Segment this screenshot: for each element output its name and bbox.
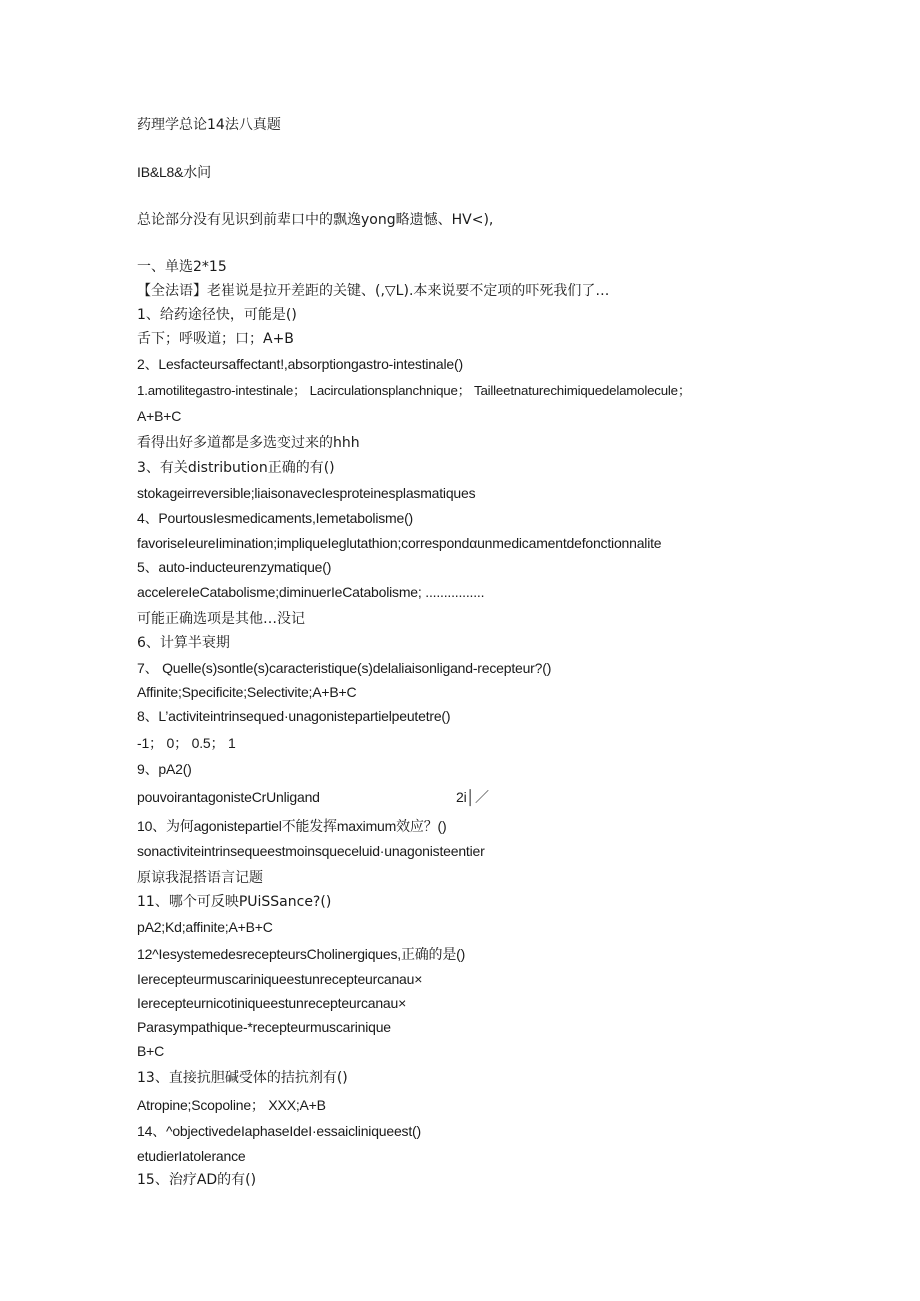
question-5: 5、auto-inducteurenzymatique() [137, 559, 332, 575]
answer-10: sonactiviteintrinsequeestmoinsqueceluid·unagonisteentier [137, 843, 485, 859]
question-8: 8、L’activiteintrinsequed·unagonistepartielpeutetre() [137, 708, 451, 724]
margin-mark: 2i│／ [456, 789, 489, 805]
answer-11: pA2;Kd;affinite;A+B+C [137, 919, 273, 935]
answer-4: favoriseIeureIimination;impliqueIeglutathion;correspondαunmedicamentdefonctionnalite [137, 535, 662, 551]
answer-12-line-1: Ierecepteurmuscariniqueestunrecepteurcanau× [137, 971, 423, 987]
question-14: 14、^objectivedeIaphaseIdeI·essaicliniqueest() [137, 1123, 421, 1139]
answer-12-line-3: Parasympathique-*recepteurmuscarinique [137, 1019, 391, 1035]
answer-13: Atropine;Scopoline； XXX;A+B [137, 1097, 326, 1113]
question-13: 13、直接抗胆碱受体的拮抗剂有() [137, 1070, 348, 1086]
question-12: 12^IesystemedesrecepteursCholinergiques,正确的是() [137, 946, 466, 962]
question-4: 4、PourtousIesmedicaments,Iemetabolisme() [137, 510, 414, 526]
comment-2: 可能正确选项是其他…没记 [137, 611, 305, 627]
question-11: 11、哪个可反映PUiSSance?() [137, 894, 332, 910]
section-heading: 一、单选2*15 [137, 259, 227, 275]
answer-2-options: 1.amotilitegastro-intestinale； Lacirculationsplanchnique； Tailleetnaturechimiquedelamolecule； [137, 383, 691, 398]
answer-12-choice: B+C [137, 1043, 165, 1059]
question-2: 2、Lesfacteursaffectant!,absorptiongastro-intestinale() [137, 356, 463, 372]
question-10: 10、为何agonistepartiel不能发挥maximum效应？() [137, 818, 447, 834]
question-1: 1、给药途径快，可能是() [137, 307, 297, 323]
answer-3: stokageirreversible;liaisonavecIesproteinesplasmatiques [137, 485, 476, 501]
question-15: 15、治疗AD的有() [137, 1172, 257, 1188]
section-note: 【全法语】老崔说是拉开差距的关键、(,▽L).本来说要不定项的吓死我们了… [137, 283, 610, 299]
answer-5: accelereIeCatabolisme;diminuerIeCatabolisme; ................ [137, 584, 485, 600]
answer-2-choice: A+B+C [137, 408, 182, 424]
question-7: 7、 Quelle(s)sontle(s)caracteristique(s)delaliaisonligand-recepteur?() [137, 660, 552, 676]
document-subtitle: IB&L8&水问 [137, 164, 211, 180]
question-9: 9、pA2() [137, 761, 192, 777]
document-title: 药理学总论14法八真题 [137, 117, 281, 133]
answer-8: -1； 0； 0.5； 1 [137, 735, 236, 751]
intro-paragraph: 总论部分没有见识到前辈口中的飘逸yong略遗憾、HV<), [137, 212, 494, 228]
comment-1: 看得出好多道都是多选变过来的hhh [137, 435, 360, 451]
question-6: 6、计算半衰期 [137, 635, 230, 651]
answer-14: etudierIatolerance [137, 1148, 246, 1164]
question-3: 3、有关distribution正确的有() [137, 460, 335, 476]
answer-7: Affinite;Specificite;Selectivite;A+B+C [137, 684, 357, 700]
comment-3: 原谅我混搭语言记题 [137, 870, 263, 886]
answer-1: 舌下；呼吸道；口；A+B [137, 331, 294, 347]
answer-9: pouvoirantagonisteCrUnligand [137, 789, 320, 805]
answer-12-line-2: Ierecepteurnicotiniqueestunrecepteurcanau× [137, 995, 407, 1011]
